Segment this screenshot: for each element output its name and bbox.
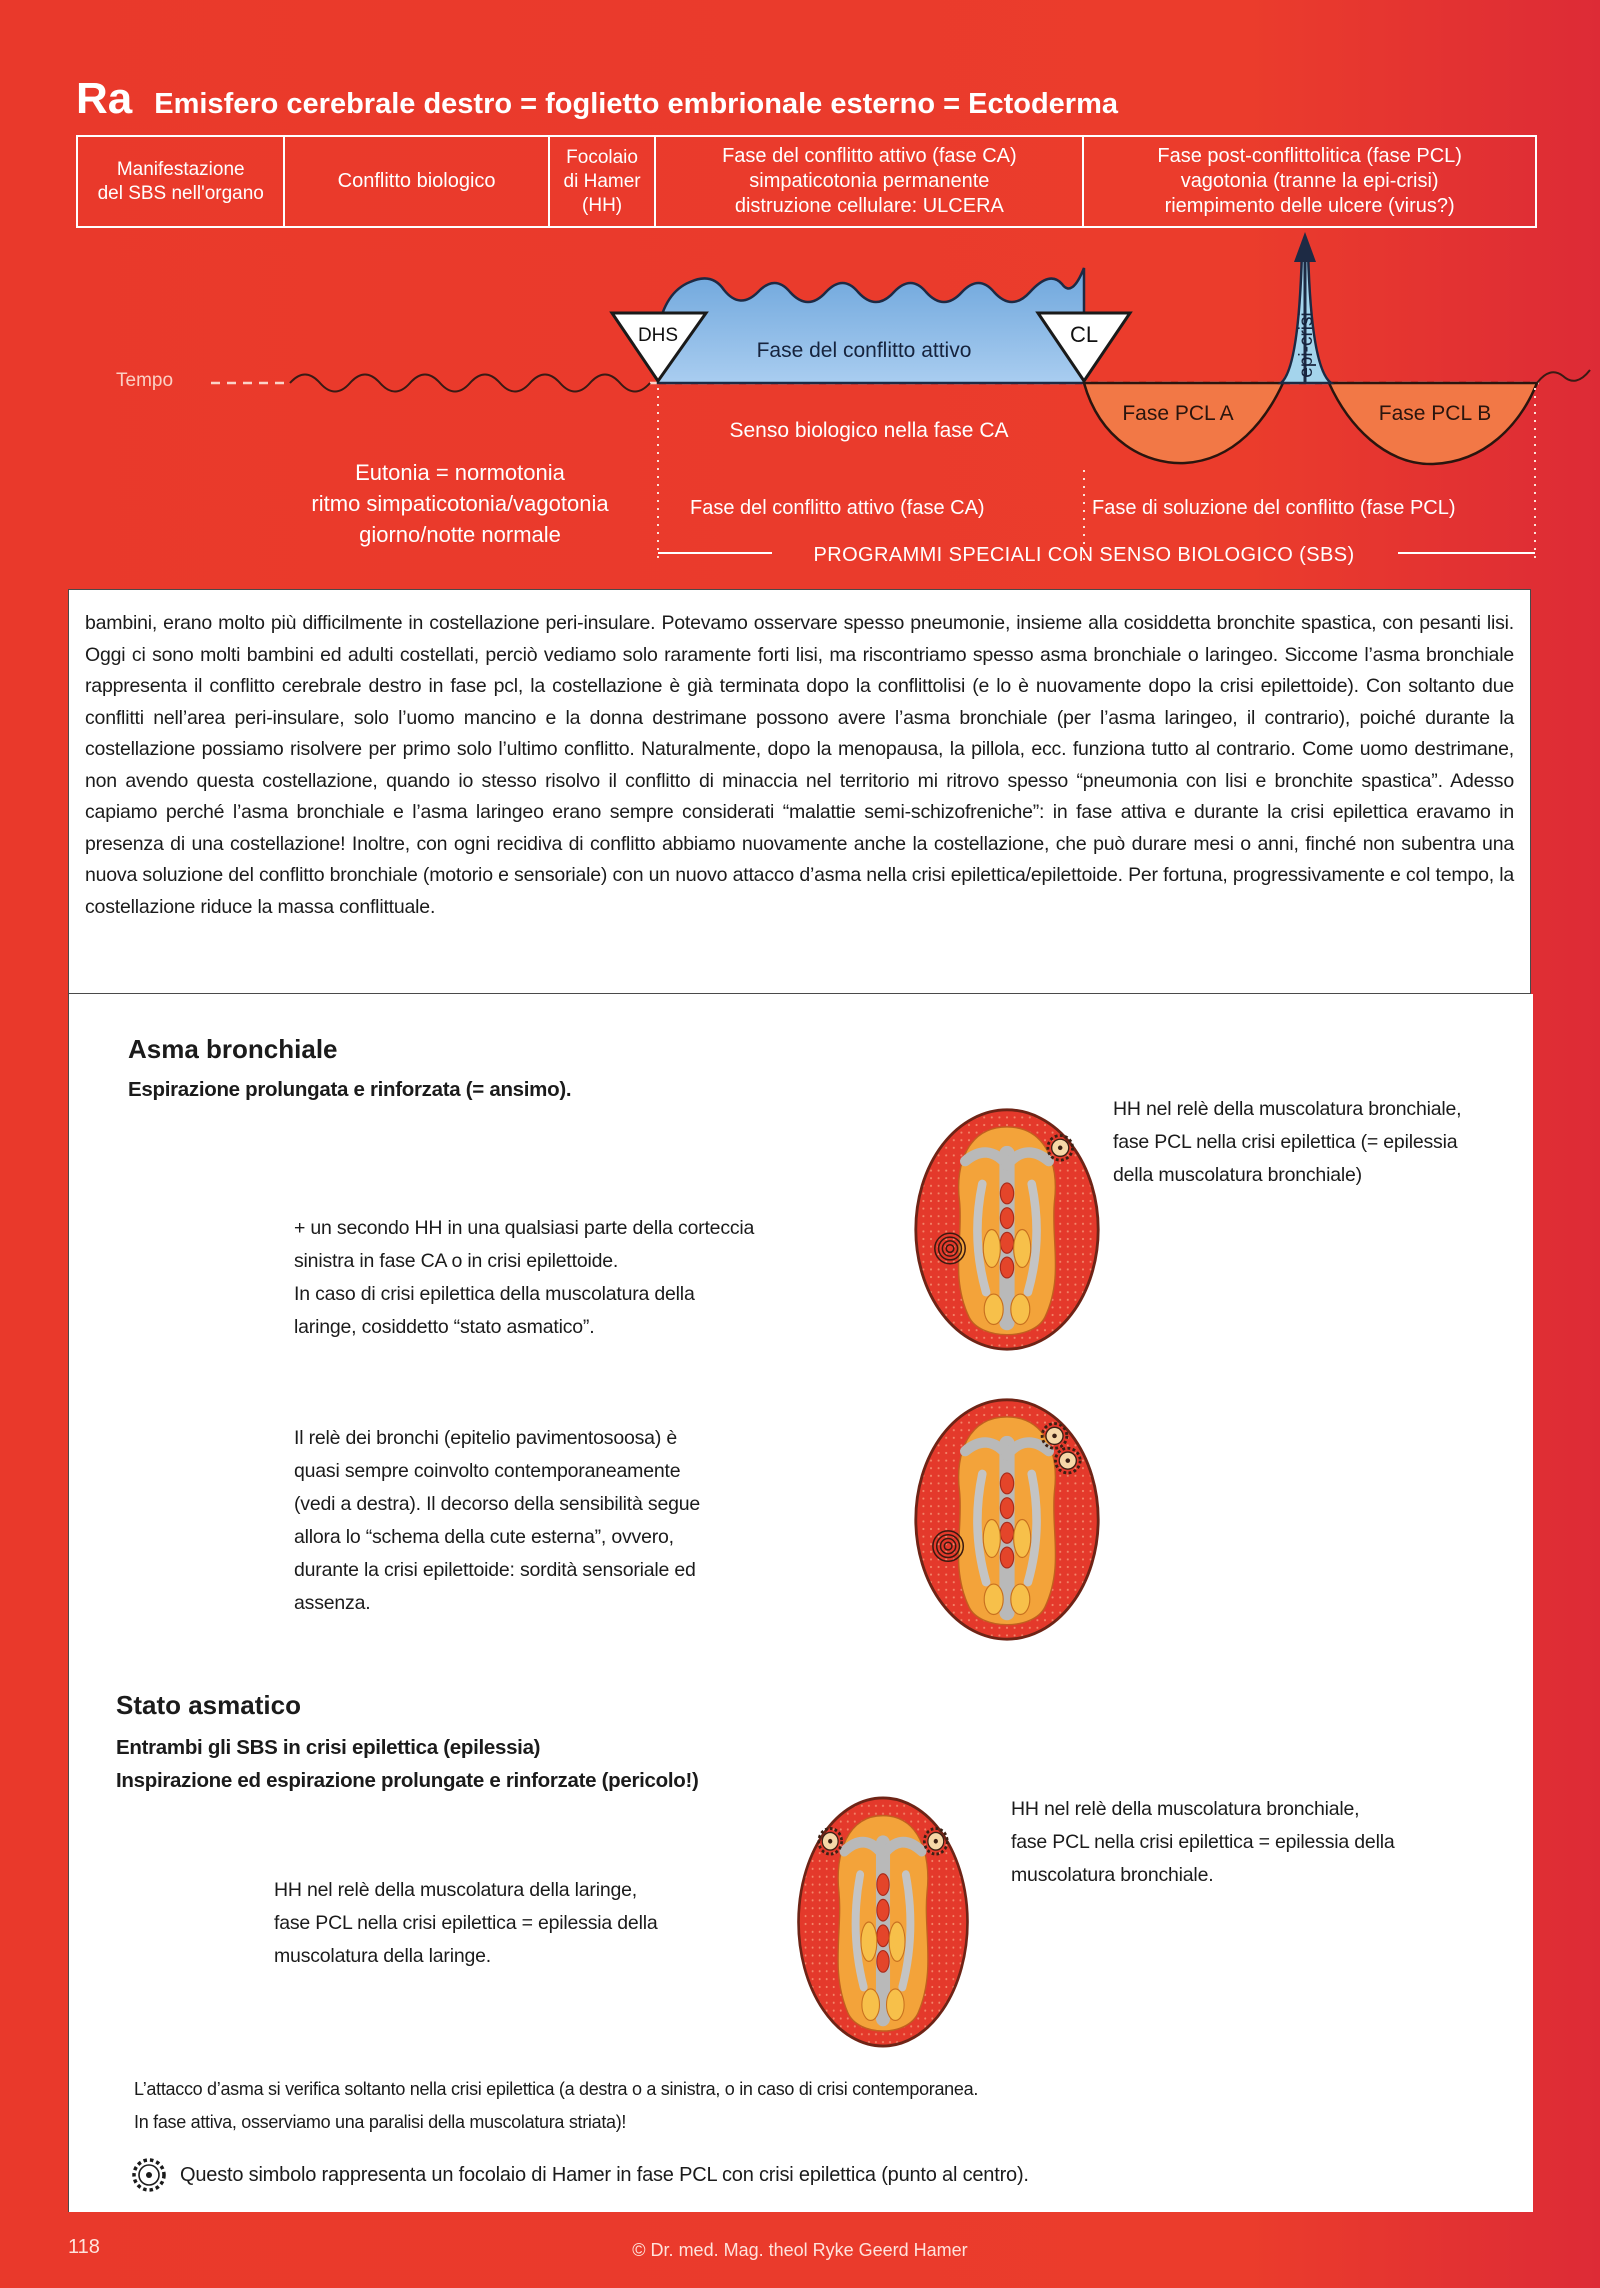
pcl-a-label: Fase PCL A [1122,402,1234,425]
normotonia-wave-right [1537,370,1590,383]
table-cell-text: distruzione cellulare: ULCERA [734,195,1004,217]
table-cell-text: Focolaio [566,146,638,168]
dhs-label: DHS [637,325,679,346]
note-line: durante la crisi epilettoide: sordità sensoriale ed [294,1559,696,1581]
note-line: quasi sempre coinvolto contemporaneamente [294,1460,681,1482]
sbs-label: PROGRAMMI SPECIALI CON SENSO BIOLOGICO (SBS) [813,544,1355,566]
brain-lateral-oval [983,1520,1000,1558]
brain-lower-oval [887,1989,905,2021]
time-label: Tempo [116,370,174,391]
brain-lower-oval [1011,1294,1030,1324]
brain-lateral-oval [983,1230,1000,1268]
pcl-b-label: Fase PCL B [1378,402,1492,425]
brain-relay-oval [1000,1257,1013,1278]
table-cell-text: Conflitto biologico [337,170,496,192]
note-line: della muscolatura bronchiale) [1113,1164,1362,1186]
note-line: laringe, cosiddetto “stato asmatico”. [294,1316,595,1338]
note-line: HH nel relè della muscolatura bronchiale, [1113,1098,1462,1120]
brain-diagram-bronchial-1 [912,1106,1102,1353]
ca-phase-label: Fase del conflitto attivo (fase CA) [690,497,985,519]
epi-crisis-label: epi-crisi [1296,312,1317,378]
brain-relay-oval [877,1874,889,1896]
stato-note-right [1011,1793,1394,1892]
brain-diagram-bronchial-2 [912,1396,1102,1643]
note-line: Il relè dei bronchi (epitelio pavimentosoosa) è [294,1427,677,1449]
asma-note-right [1113,1093,1461,1192]
table-cell-text: Manifestazione [116,158,245,180]
brain-relay-oval [1000,1208,1013,1229]
marker-center-dot [828,1839,832,1844]
brain-relay-oval [877,1899,889,1921]
normotonia-wave [290,375,650,392]
note-line: assenza. [294,1592,371,1614]
section-title: Emisfero cerebrale destro = foglietto embrionale esterno = Ectoderma [154,88,1119,120]
asma-note-bronchi [294,1422,700,1620]
note-line: muscolatura bronchiale. [1011,1864,1214,1886]
asma-subheading: Espirazione prolungata e rinforzata (= ansimo). [128,1078,572,1101]
eutonia-line: ritmo simpaticotonia/vagotonia [311,491,609,516]
brain-relay-oval [1000,1522,1013,1543]
marker-center-dot [1058,1146,1063,1151]
arrow-up-icon [1294,232,1316,262]
note-line: muscolatura della laringe. [274,1945,492,1967]
brain-lower-oval [984,1294,1003,1324]
brain-relay-oval [1000,1547,1013,1568]
marker-center-dot [1052,1434,1057,1439]
note-line: allora lo “schema della cute esterna”, ovvero, [294,1526,674,1548]
page-number: 118 [68,2236,100,2258]
note-line: + un secondo HH in una qualsiasi parte della corteccia [294,1217,755,1239]
active-phase-area [658,268,1084,383]
hamer-focus-epileptic-crisis-icon [130,2156,168,2194]
note-line: HH nel relè della muscolatura della laringe, [274,1879,637,1901]
cl-label: CL [1069,322,1099,347]
subheading-line: Inspirazione ed espirazione prolungate e rinforzate (pericolo!) [116,1769,699,1792]
symbol-legend [130,2156,1029,2194]
brain-lateral-oval [861,1922,877,1961]
note-line: fase PCL nella crisi epilettica (= epilessia [1113,1131,1458,1153]
brain-lower-oval [1011,1584,1030,1614]
stato-note-left [274,1874,657,1973]
body-text-box [68,589,1531,994]
subheading-line: Entrambi gli SBS in crisi epilettica (epilessia) [116,1736,541,1759]
body-paragraph: bambini, erano molto più difficilmente in costellazione peri-insulare. Potevamo osservare spesso pneumonie, insieme alla cosiddetta bronchite spastica, con pesanti lisi. Oggi ci sono molti bambini ed adulti costellati, perciò vediamo solo raramente forti lisi, ma riscontriamo spesso asma bronchiale o laringeo. Siccome l’asma bronchiale rappresenta il conflitto cerebrale destro in fase pcl, la costellazione è già terminata dopo la conflittolisi (e lo è nuovamente dopo la crisi epilettoide). Con soltanto due conflitti nell’area peri-insulare, solo l’uomo mancino e la donna destrimane possono avere l’asma bronchiale (per l’asma laringeo, il contrario), poiché durante la costellazione possiamo risolvere per primo solo l’ultimo conflitto. Naturalmente, dopo la menopausa, la pillola, ecc. funziona tutto al contrario. Come uomo destrimane, non avendo questa costellazione, quando io stesso risolvo il conflitto di minaccia nel territorio mi ritrovo spesso “pneumonia con lisi e bronchite spastica”. Adesso capiamo perché l’asma bronchiale e l’asma laringeo erano sempre considerati “malattie semi-schizofreniche”: in fase attiva e durante la crisi epilettica eravamo in presenza di una costellazione! Inoltre, con ogni recidiva di conflitto abbiamo nuovamente anche la costellazione, che può durare mesi o anni, finché non subentra una nuova soluzione del conflitto bronchiale (motorio e sensoriale) con un nuovo attacco d’asma nella crisi epilettica/epilettoide. Per fortuna, progressivamente e col tempo, la costellazione riduce la massa conflittuale. [85,612,1514,918]
brain-lower-oval [862,1989,880,2021]
table-cell-text: simpaticotonia permanente [749,170,990,192]
brain-lateral-oval [889,1922,905,1961]
table-cell-text: riempimento delle ulcere (virus?) [1164,195,1455,217]
eutonia-line: Eutonia = normotonia [355,460,565,485]
marker-center-dot [934,1839,938,1844]
note-line: HH nel relè della muscolatura bronchiale, [1011,1798,1360,1820]
brain-relay-oval [1000,1498,1013,1519]
brain-lateral-oval [1014,1520,1031,1558]
footnote [134,2073,978,2139]
brain-lower-oval [984,1584,1003,1614]
brain-relay-oval [1000,1473,1013,1494]
active-phase-label: Fase del conflitto attivo [756,339,972,362]
marker-center-dot [1066,1458,1071,1463]
footnote-line: L’attacco d’asma si verifica soltanto nella crisi epilettica (a destra o a sinistra, o in caso di crisi contemporanea. [134,2079,979,2099]
brain-lateral-oval [1014,1230,1031,1268]
brain-relay-oval [877,1951,889,1973]
copyright: © Dr. med. Mag. theol Ryke Geerd Hamer [632,2240,968,2260]
note-line: fase PCL nella crisi epilettica = epilessia della [274,1912,658,1934]
asma-note-second-hh [294,1212,754,1344]
table-cell-text: del SBS nell'organo [97,182,264,204]
table-cell-text: (HH) [582,194,623,216]
brain-relay-oval [877,1925,889,1947]
phase-diagram [0,0,1600,600]
section-code: Ra [76,74,133,123]
legend-text: Questo simbolo rappresenta un focolaio di Hamer in fase PCL con crisi epilettica (punto al centro). [180,2163,1029,2186]
stato-heading: Stato asmatico [116,1690,301,1720]
brain-diagram-status-asthmaticus [795,1794,971,2050]
eutonia-line: giorno/notte normale [359,522,561,547]
table-cell-text: Fase del conflitto attivo (fase CA) [722,145,1017,167]
table-cell-text: vagotonia (tranne la epi-crisi) [1180,170,1439,192]
brain-relay-oval [1000,1183,1013,1204]
biological-sense-label: Senso biologico nella fase CA [729,419,1009,442]
stato-subheading [116,1731,699,1797]
note-line: In caso di crisi epilettica della muscolatura della [294,1283,695,1305]
note-line: (vedi a destra). Il decorso della sensibilità segue [294,1493,701,1515]
asma-heading: Asma bronchiale [128,1034,338,1064]
pcl-phase-label: Fase di soluzione del conflitto (fase PCL) [1092,497,1456,519]
note-line: sinistra in fase CA o in crisi epilettoide. [294,1250,619,1272]
brain-relay-oval [1000,1232,1013,1253]
note-line: fase PCL nella crisi epilettica = epilessia della [1011,1831,1395,1853]
table-cell-text: di Hamer [563,170,641,192]
table-cell-text: Fase post-conflittolitica (fase PCL) [1157,145,1462,167]
footnote-line: In fase attiva, osserviamo una paralisi della muscolatura striata)! [134,2112,627,2132]
